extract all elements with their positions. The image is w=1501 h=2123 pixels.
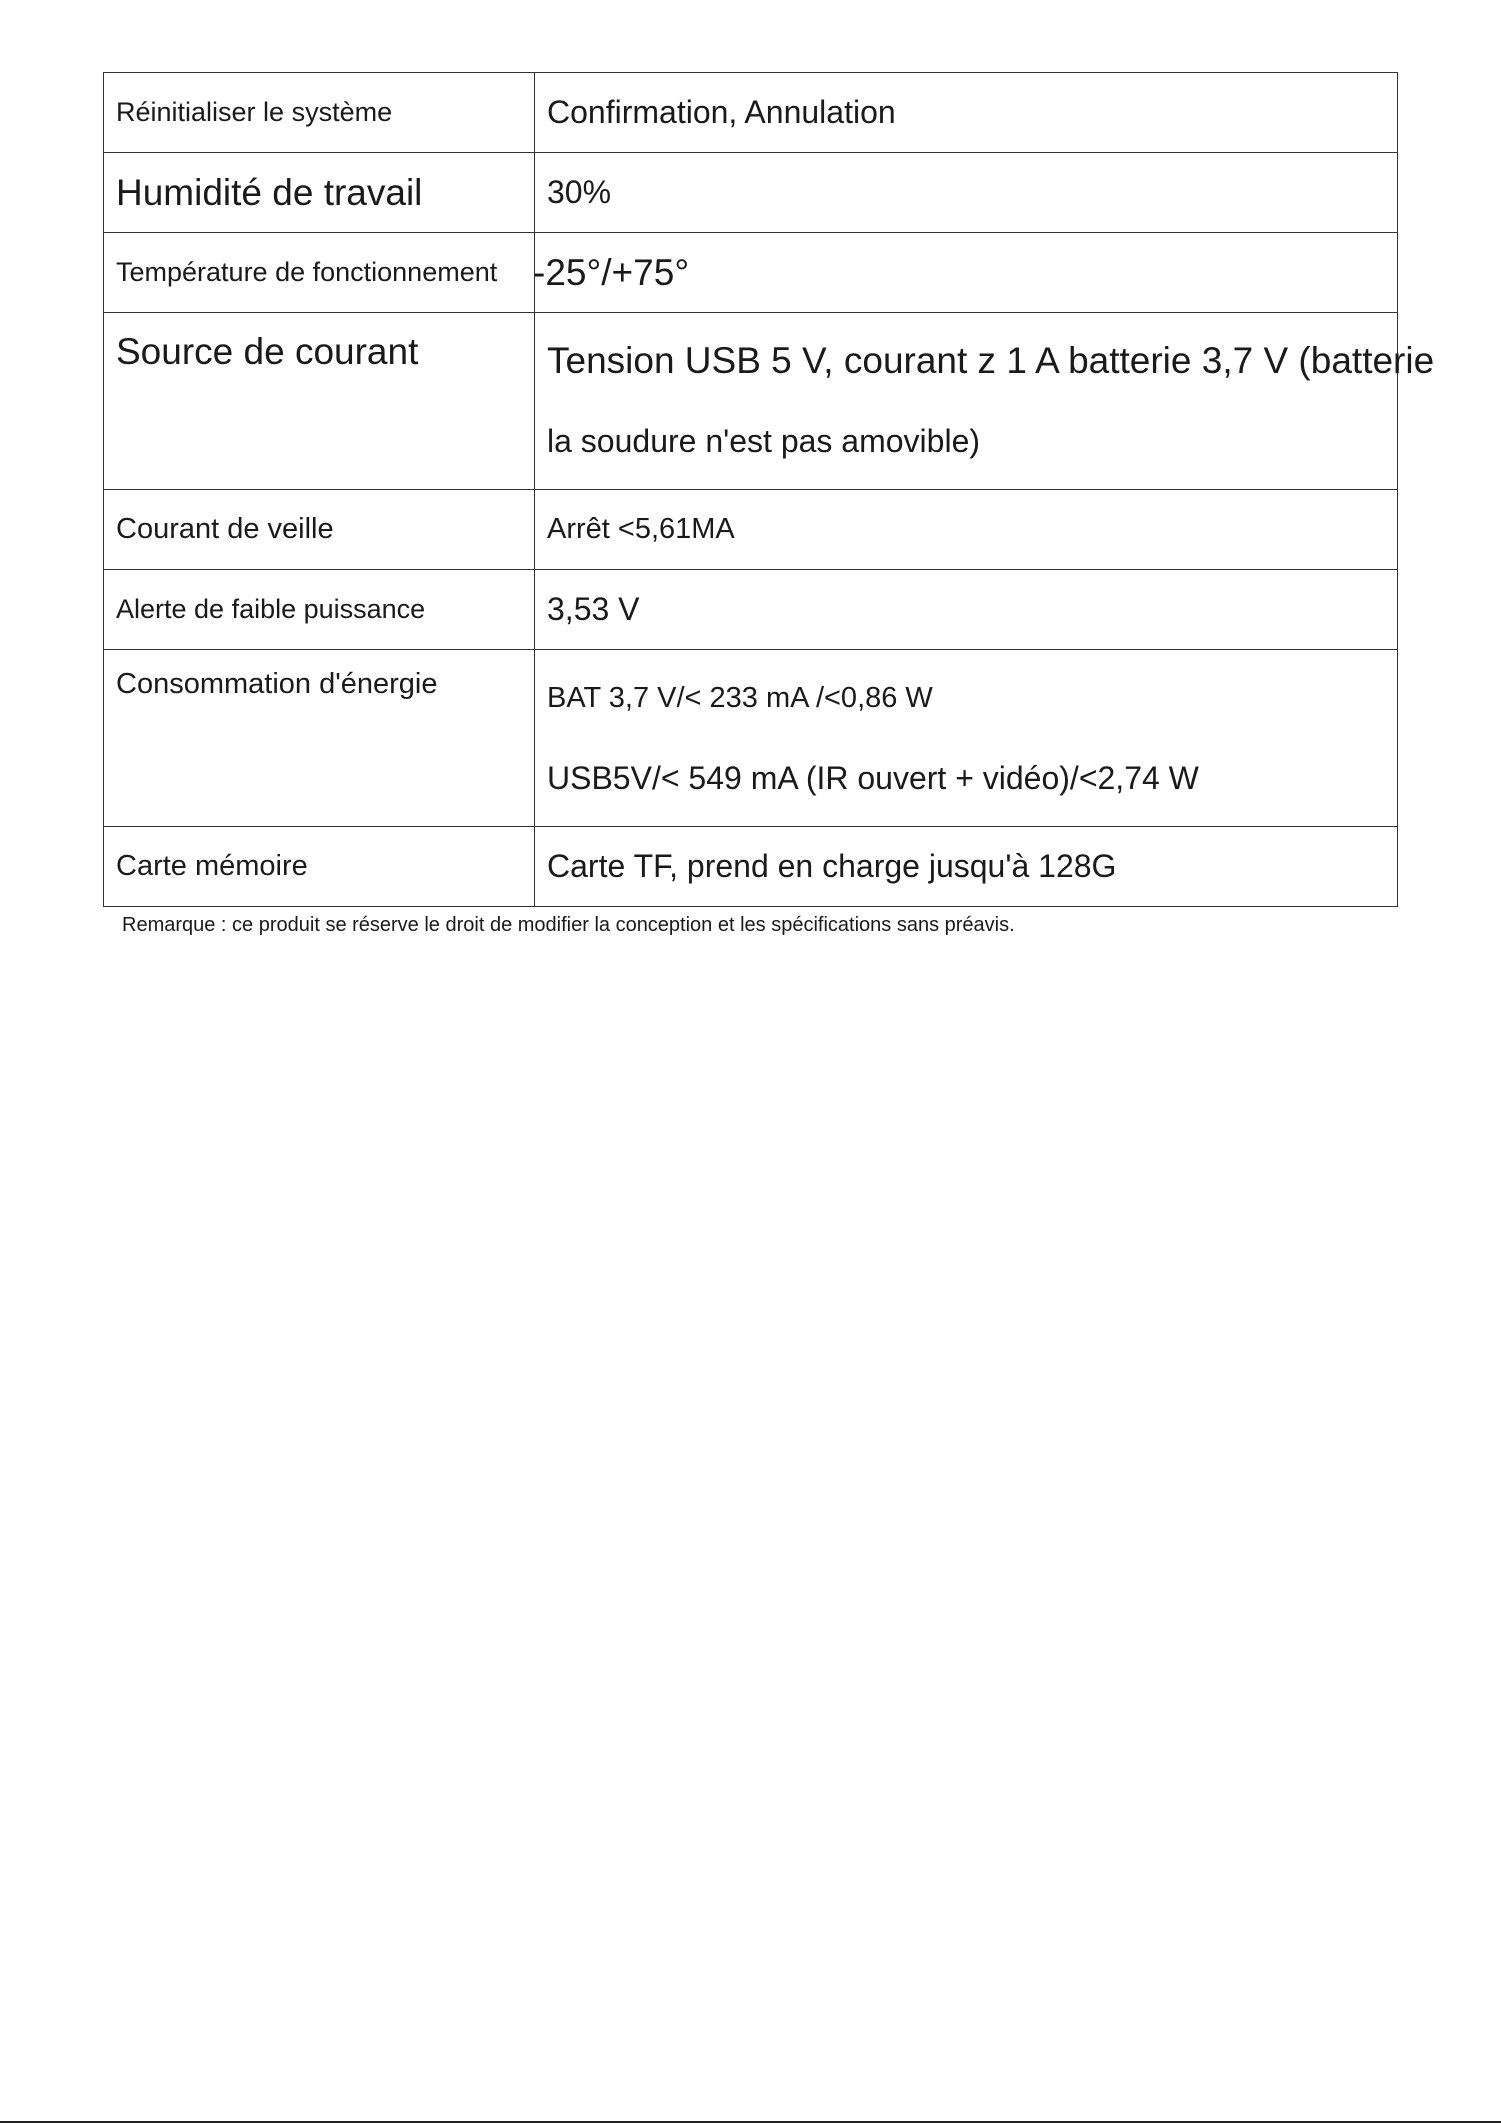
power-source-value-line2: la soudure n'est pas amovible) — [547, 423, 981, 459]
table-row-power-source — [104, 313, 1398, 490]
table-row-reset — [104, 73, 1398, 153]
table-row-low-power-alert — [104, 570, 1398, 650]
table-row-temperature — [104, 233, 1398, 313]
temperature-value: -25°/+75° — [533, 251, 690, 293]
low-power-alert-value: 3,53 V — [535, 570, 1398, 650]
low-power-alert-label: Alerte de faible puissance — [104, 570, 535, 650]
temperature-label: Température de fonctionnement — [104, 233, 535, 313]
table-row-memory-card — [104, 827, 1398, 907]
table-row-humidity — [104, 153, 1398, 233]
specifications-table — [103, 72, 1435, 907]
consumption-value — [535, 650, 1398, 827]
power-source-value-line1: Tension USB 5 V, courant z 1 A batterie 3,7 V (batterie — [547, 340, 1435, 381]
temperature-value-cell — [535, 233, 1398, 313]
reset-label: Réinitialiser le système — [104, 73, 535, 153]
disclaimer-note: Remarque : ce produit se réserve le droit de modifier la conception et les spécifications sans préavis. — [122, 914, 1015, 936]
standby-current-label: Courant de veille — [104, 490, 535, 570]
memory-card-label: Carte mémoire — [104, 827, 535, 907]
humidity-label: Humidité de travail — [104, 153, 535, 233]
power-source-value — [535, 313, 1435, 490]
reset-value: Confirmation, Annulation — [535, 73, 1398, 153]
humidity-value: 30% — [535, 153, 1398, 233]
consumption-value-line1: BAT 3,7 V/< 233 mA /<0,86 W — [547, 682, 933, 714]
consumption-label: Consommation d'énergie — [104, 650, 535, 827]
table-row-consumption — [104, 650, 1398, 827]
power-source-label: Source de courant — [104, 313, 535, 490]
consumption-value-line2: USB5V/< 549 mA (IR ouvert + vidéo)/<2,74 W — [547, 760, 1199, 796]
table-row-standby-current — [104, 490, 1398, 570]
memory-card-value: Carte TF, prend en charge jusqu'à 128G — [535, 827, 1398, 907]
standby-current-value: Arrêt <5,61MA — [535, 490, 1398, 570]
